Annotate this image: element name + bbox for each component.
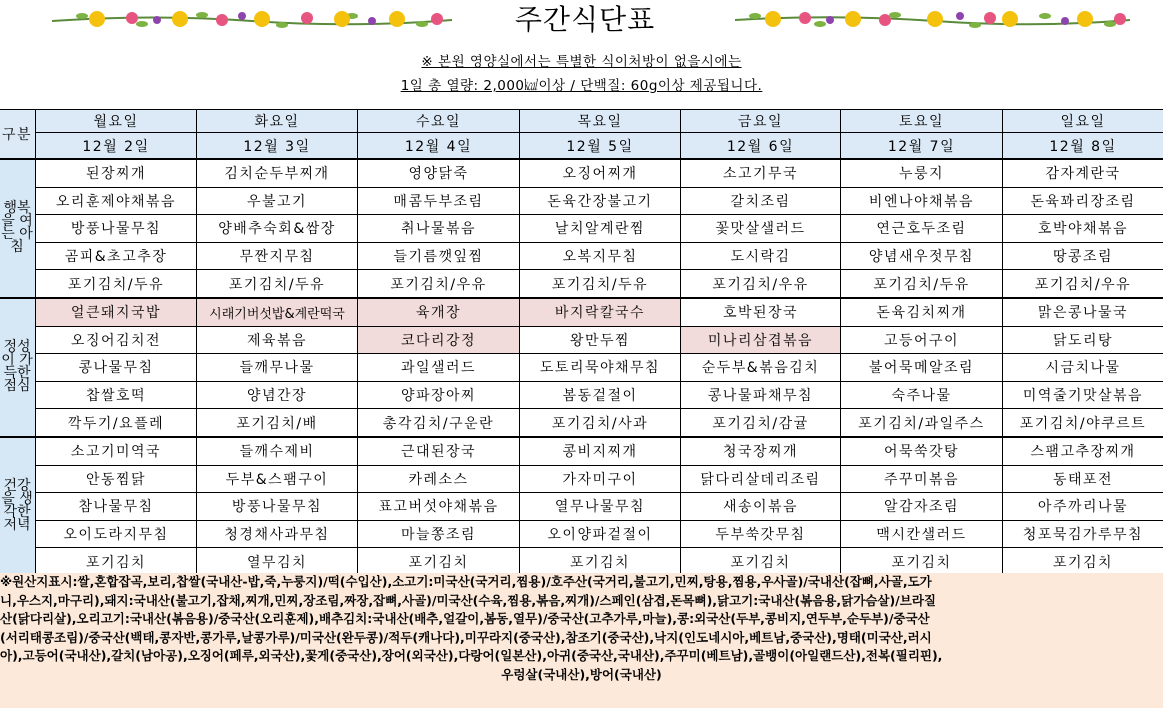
menu-item: 땅콩조림 xyxy=(1003,242,1163,270)
menu-item: 표고버섯야채볶음 xyxy=(358,493,520,521)
nutrition-note-line1: ※ 본원 영양실에서는 특별한 식이처방이 없을시에는 xyxy=(421,54,742,70)
menu-item: 비엔나야채볶음 xyxy=(841,187,1003,215)
menu-item: 들깨무나물 xyxy=(197,354,358,382)
menu-item: 양념간장 xyxy=(197,381,358,409)
meal-row xyxy=(0,215,1163,243)
origin-line: 우렁살(국내산),방어(국내산) xyxy=(501,666,662,682)
menu-item: 오복지무침 xyxy=(520,242,681,270)
menu-item: 열무나물무침 xyxy=(520,493,681,521)
menu-item: 닭다리살데리조림 xyxy=(681,465,841,493)
meal-row xyxy=(0,270,1163,298)
menu-item: 포기김치/배 xyxy=(197,409,358,437)
meal-row xyxy=(0,465,1163,493)
menu-item: 육개장 xyxy=(358,298,520,326)
menu-item: 돈육꽈리장조림 xyxy=(1003,187,1163,215)
meal-row xyxy=(0,437,1163,465)
menu-item: 돈육김치찌개 xyxy=(841,298,1003,326)
menu-item: 양배추숙회&쌈장 xyxy=(197,215,358,243)
nutrition-note-line2: 1일 총 열량: 2,000㎉이상 / 단백질: 60g이상 제공됩니다. xyxy=(400,78,763,94)
menu-item: 깍두기/요플레 xyxy=(36,409,197,437)
menu-item: 포기김치/두유 xyxy=(520,270,681,298)
menu-item: 열무김치 xyxy=(197,548,358,576)
menu-item: 갈치조림 xyxy=(681,187,841,215)
day-header: 일요일 xyxy=(1003,110,1163,133)
day-header-row xyxy=(0,110,1163,133)
menu-item: 새송이볶음 xyxy=(681,493,841,521)
date-header: 12월 8일 xyxy=(1003,133,1163,160)
menu-item: 총각김치/구운란 xyxy=(358,409,520,437)
menu-item: 청포묵김가루무침 xyxy=(1003,520,1163,548)
menu-item: 감자계란국 xyxy=(1003,159,1163,187)
menu-item: 콩나물파채무침 xyxy=(681,381,841,409)
menu-item: 김치순두부찌개 xyxy=(197,159,358,187)
meal-label: 행복을 여는 아침 xyxy=(0,159,36,298)
menu-item: 콩나물무침 xyxy=(36,354,197,382)
date-header: 12월 7일 xyxy=(841,133,1003,160)
menu-item: 맑은콩나물국 xyxy=(1003,298,1163,326)
menu-item: 방풍나물무침 xyxy=(197,493,358,521)
day-header: 월요일 xyxy=(36,110,197,133)
menu-item: 포기김치/두유 xyxy=(36,270,197,298)
day-header: 토요일 xyxy=(841,110,1003,133)
menu-item: 연근호두조림 xyxy=(841,215,1003,243)
day-header: 화요일 xyxy=(197,110,358,133)
menu-item: 도시락김 xyxy=(681,242,841,270)
weekly-menu-table xyxy=(0,109,1163,576)
menu-item: 소고기무국 xyxy=(681,159,841,187)
meal-row xyxy=(0,187,1163,215)
origin-line: ※원산지표시:쌀,혼합잡곡,보리,찹쌀(국내산-밥,죽,누룽지)/떡(수입산),소고기:미국산(국거리,찜용)/호주산(국거리,불고기,민찌,탕용,찜용,우사골)/국내산(잡뼈,사골,도가 xyxy=(0,574,932,589)
menu-item: 오징어김치전 xyxy=(36,326,197,354)
menu-item: 포기김치 xyxy=(681,548,841,576)
menu-item: 포기김치 xyxy=(1003,548,1163,576)
meal-row xyxy=(0,548,1163,576)
meal-row xyxy=(0,159,1163,187)
menu-item: 날치알계란찜 xyxy=(520,215,681,243)
page-header xyxy=(0,0,1163,106)
menu-item: 포기김치/사과 xyxy=(520,409,681,437)
menu-item: 불어묵메알조림 xyxy=(841,354,1003,382)
meal-row xyxy=(0,242,1163,270)
meal-label: 정성이 가득한 점심 xyxy=(0,298,36,437)
menu-item: 포기김치/두유 xyxy=(841,270,1003,298)
menu-item: 포기김치/우유 xyxy=(1003,270,1163,298)
origin-line: (서리태콩조림)/중국산(백태,콩자반,콩가루,날콩가루)/미국산(완두콩)/적두(캐나다),미꾸라지(중국산),참조기(중국산),낙지(인도네시아,베트남,중국산),명태(미국산,러시 xyxy=(0,629,932,645)
menu-item: 포기김치 xyxy=(841,548,1003,576)
meal-row xyxy=(0,354,1163,382)
menu-item: 포기김치/감귤 xyxy=(681,409,841,437)
menu-item: 맥시칸샐러드 xyxy=(841,520,1003,548)
date-header-row xyxy=(0,133,1163,160)
menu-item: 시래기버섯밥&계란떡국 xyxy=(197,298,358,326)
date-header: 12월 4일 xyxy=(358,133,520,160)
menu-item: 포기김치 xyxy=(520,548,681,576)
origin-line: 산(닭다리살),오리고기:국내산(볶음용)/중국산(오리훈제),배추김치:국내산(배추,얼갈이,봄동,열무)/중국산(고추가루,마늘),콩:외국산(두부,콩비지,연두부,순두부)/중국산 xyxy=(0,611,930,626)
menu-item: 청국장찌개 xyxy=(681,437,841,465)
meal-row xyxy=(0,298,1163,326)
menu-item: 양념새우젓무침 xyxy=(841,242,1003,270)
menu-item: 참나물무침 xyxy=(36,493,197,521)
gubun-header: 구분 xyxy=(0,110,36,160)
menu-item: 매콤두부조림 xyxy=(358,187,520,215)
menu-item: 포기김치/야쿠르트 xyxy=(1003,409,1163,437)
menu-item: 된장찌개 xyxy=(36,159,197,187)
menu-item: 오리훈제야채볶음 xyxy=(36,187,197,215)
menu-item: 아주까리나물 xyxy=(1003,493,1163,521)
date-header: 12월 6일 xyxy=(681,133,841,160)
menu-item: 얼큰돼지국밥 xyxy=(36,298,197,326)
menu-item: 포기김치/우유 xyxy=(358,270,520,298)
menu-item: 호박야채볶음 xyxy=(1003,215,1163,243)
menu-item: 오이도라지무침 xyxy=(36,520,197,548)
menu-item: 소고기미역국 xyxy=(36,437,197,465)
menu-item: 고등어구이 xyxy=(841,326,1003,354)
menu-item: 어묵쑥갓탕 xyxy=(841,437,1003,465)
menu-item: 돈육간장불고기 xyxy=(520,187,681,215)
menu-item: 코다리강정 xyxy=(358,326,520,354)
menu-item: 동태포전 xyxy=(1003,465,1163,493)
meal-row xyxy=(0,409,1163,437)
meal-row xyxy=(0,493,1163,521)
menu-item: 영양닭죽 xyxy=(358,159,520,187)
day-header: 수요일 xyxy=(358,110,520,133)
origin-notice xyxy=(0,573,1163,708)
menu-item: 제육볶음 xyxy=(197,326,358,354)
menu-item: 찹쌀호떡 xyxy=(36,381,197,409)
menu-item: 바지락칼국수 xyxy=(520,298,681,326)
menu-item: 알감자조림 xyxy=(841,493,1003,521)
menu-item: 주꾸미볶음 xyxy=(841,465,1003,493)
flower-garland-right xyxy=(735,6,1130,32)
menu-item: 순두부&볶음김치 xyxy=(681,354,841,382)
menu-item: 가자미구이 xyxy=(520,465,681,493)
menu-item: 들깨수제비 xyxy=(197,437,358,465)
menu-item: 두부&스팸구이 xyxy=(197,465,358,493)
origin-line: 니,우스지,마구리),돼지:국내산(불고기,잡채,찌개,민찌,장조림,짜장,잡뼈,사골)/미국산(수육,찜용,볶음,찌개)/스페인(삼겹,돈목뼈),닭고기:국내산(볶음용,닭가슴살)/브라질 xyxy=(0,592,936,608)
menu-item: 누룽지 xyxy=(841,159,1003,187)
meal-row xyxy=(0,520,1163,548)
menu-item: 포기김치 xyxy=(358,548,520,576)
menu-item: 두부쑥갓무침 xyxy=(681,520,841,548)
menu-item: 양파장아찌 xyxy=(358,381,520,409)
flower-garland-left xyxy=(52,6,452,32)
menu-item: 미나리삼겹볶음 xyxy=(681,326,841,354)
menu-item: 꽃맛살샐러드 xyxy=(681,215,841,243)
menu-item: 스팸고추장찌개 xyxy=(1003,437,1163,465)
menu-item: 곰피&초고추장 xyxy=(36,242,197,270)
menu-item: 도토리묵야채무침 xyxy=(520,354,681,382)
menu-item: 취나물볶음 xyxy=(358,215,520,243)
menu-item: 포기김치/우유 xyxy=(681,270,841,298)
menu-item: 오이양파겉절이 xyxy=(520,520,681,548)
menu-item: 봄동겉절이 xyxy=(520,381,681,409)
menu-item: 시금치나물 xyxy=(1003,354,1163,382)
menu-item: 카레소스 xyxy=(358,465,520,493)
menu-item: 콩비지찌개 xyxy=(520,437,681,465)
menu-item: 오징어찌개 xyxy=(520,159,681,187)
menu-item: 근대된장국 xyxy=(358,437,520,465)
meal-row xyxy=(0,326,1163,354)
menu-item: 무짠지무침 xyxy=(197,242,358,270)
meal-rows xyxy=(0,159,1163,575)
menu-item: 마늘쫑조림 xyxy=(358,520,520,548)
menu-item: 방풍나물무침 xyxy=(36,215,197,243)
menu-item: 과일샐러드 xyxy=(358,354,520,382)
menu-item: 숙주나물 xyxy=(841,381,1003,409)
menu-item: 들기름깻잎찜 xyxy=(358,242,520,270)
date-header: 12월 2일 xyxy=(36,133,197,160)
page-title: 주간식단표 xyxy=(514,3,656,36)
date-header: 12월 5일 xyxy=(520,133,681,160)
meal-row xyxy=(0,381,1163,409)
meal-label: 건강을 생각한 저녁 xyxy=(0,437,36,575)
menu-item: 포기김치/과일주스 xyxy=(841,409,1003,437)
menu-item: 미역줄기맛살볶음 xyxy=(1003,381,1163,409)
menu-item: 안동찜닭 xyxy=(36,465,197,493)
date-header: 12월 3일 xyxy=(197,133,358,160)
menu-item: 포기김치/두유 xyxy=(197,270,358,298)
menu-item: 우불고기 xyxy=(197,187,358,215)
menu-item: 청경채사과무침 xyxy=(197,520,358,548)
menu-item: 왕만두찜 xyxy=(520,326,681,354)
origin-line: 아),고등어(국내산),갈치(남아공),오징어(페루,외국산),꽃게(중국산),장어(외국산),다랑어(일본산),아귀(중국산,국내산),주꾸미(베트남),골뱅이(아일랜드산),전복(필리핀), xyxy=(0,648,943,663)
menu-item: 호박된장국 xyxy=(681,298,841,326)
menu-item: 닭도리탕 xyxy=(1003,326,1163,354)
day-header: 목요일 xyxy=(520,110,681,133)
day-header: 금요일 xyxy=(681,110,841,133)
menu-item: 포기김치 xyxy=(36,548,197,576)
